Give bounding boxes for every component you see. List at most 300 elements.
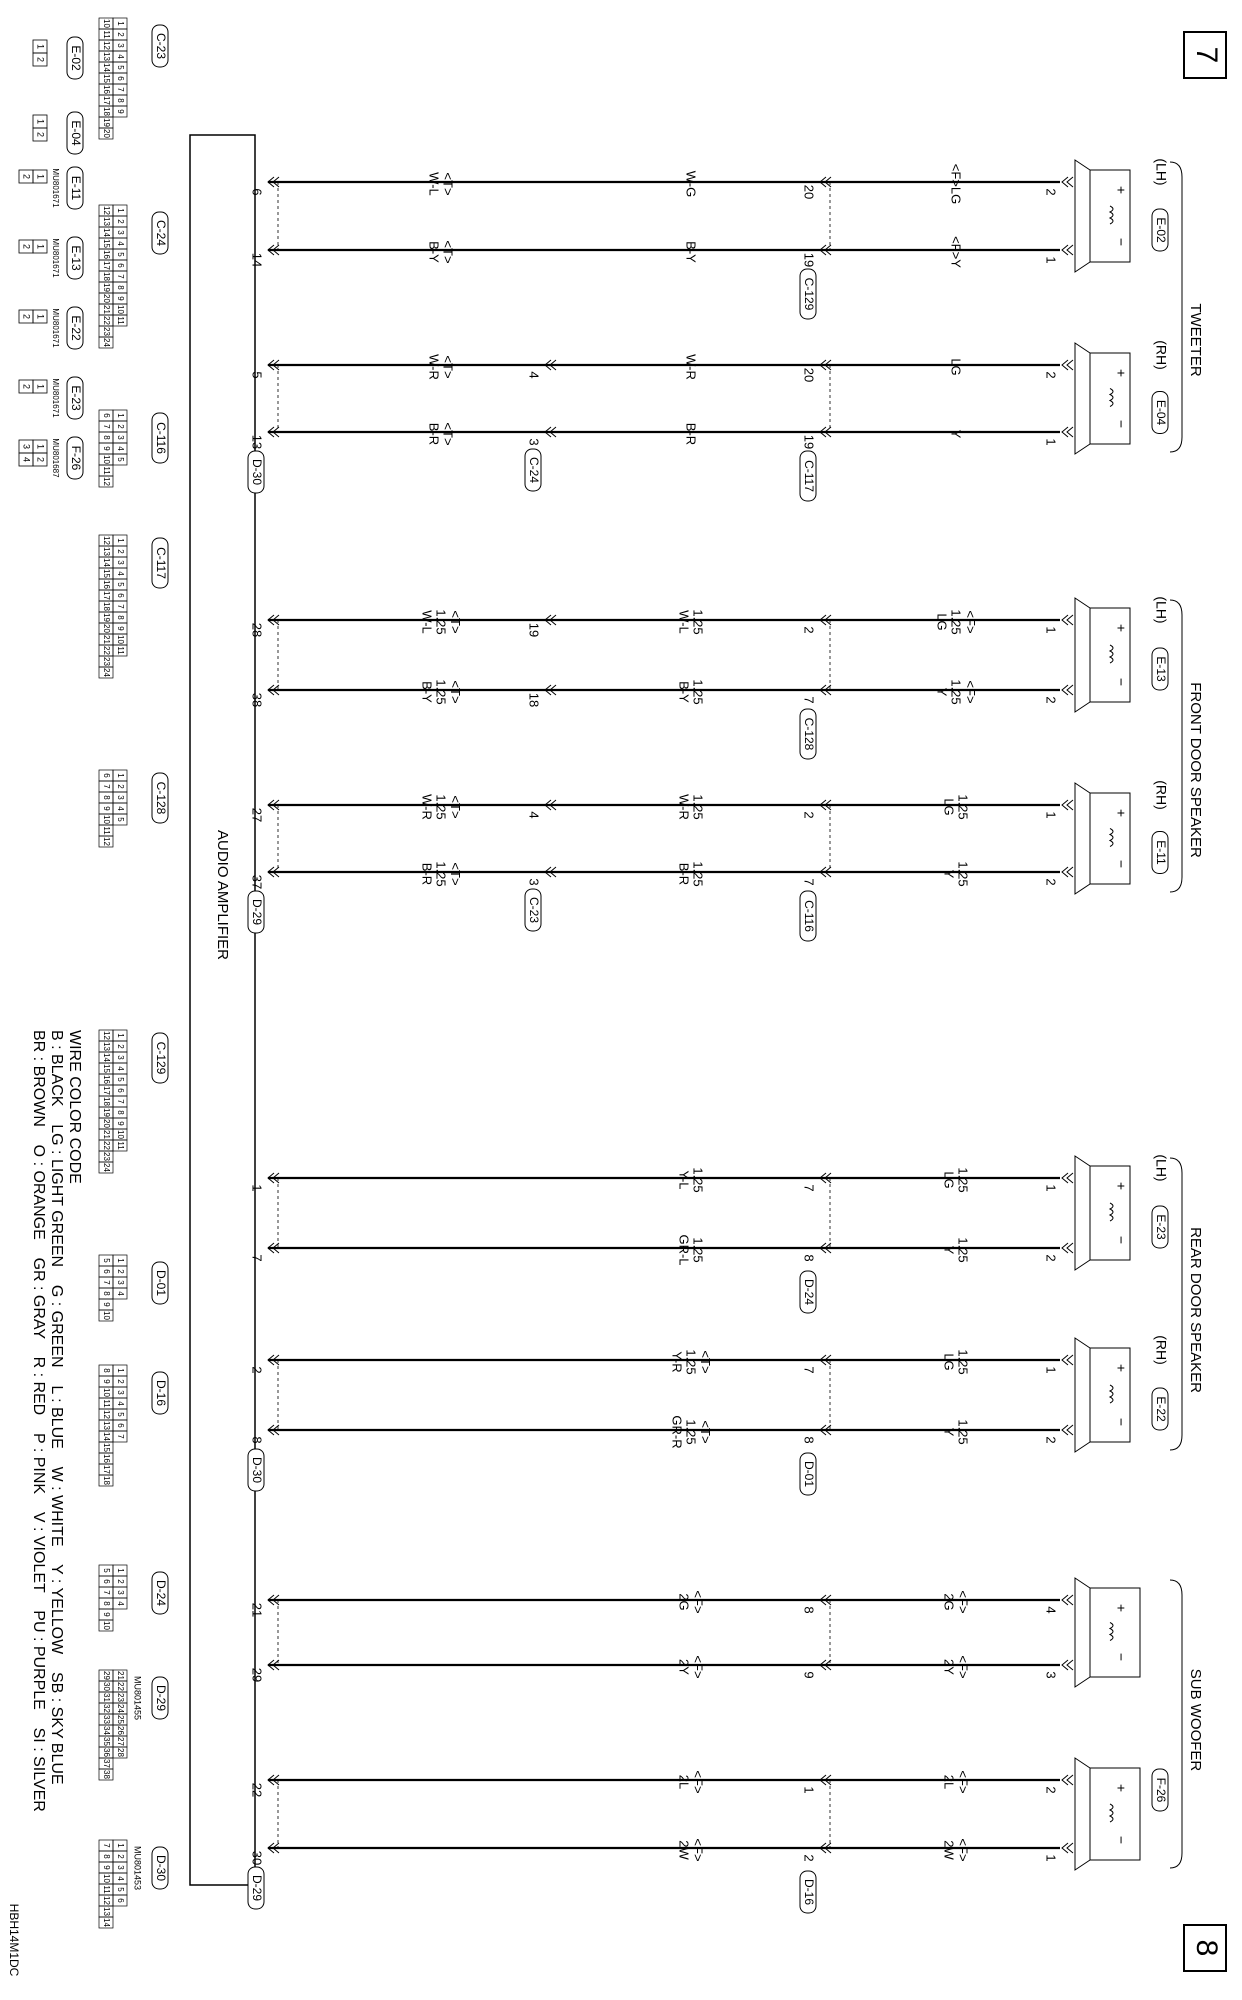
cell-number [102,1064,111,1073]
plus-sign [1113,1182,1129,1190]
inline-wire-color-line: 1.25 [690,679,706,705]
cell-number-line: 18 [101,272,111,281]
cell-number-line: 13 [101,217,111,226]
cell-number-line: 12 [101,837,111,846]
cell-number-line: 27 [115,1737,125,1746]
speaker-pin-line: 2 [1043,371,1059,379]
speaker-side-line: (RH) [1153,1335,1170,1365]
wire-color-line: 2W [941,1840,957,1860]
cell-number [116,1077,125,1082]
section-2 [248,1154,1204,1495]
inline-wire-color-line: 1.25 [690,1167,706,1193]
cell-number [116,1110,125,1115]
cell-number-line: 6 [101,1269,111,1274]
wire-color-line: <F>LG [948,163,964,205]
cell-number-line: 7 [101,1843,111,1848]
connector-part [133,1846,143,1890]
wire-color-line: LG [941,798,957,816]
page-number-top [1184,32,1226,78]
cell-number [102,1163,111,1172]
wire-color-line: Y [941,1245,957,1255]
minus-sign-line: − [1113,419,1130,429]
cell-number-line: 3 [21,443,32,450]
cell-number [102,1682,111,1691]
connector-chart-label-text [154,547,168,579]
wire-color-line: 2G [941,1593,957,1611]
cell-number-line: 11 [115,646,125,655]
cell-number-line: 38 [101,1770,111,1779]
amp-pin [250,875,265,889]
inline-wire-color [676,794,705,820]
inline-pin [802,253,817,267]
connector-chart-label-text [154,1855,168,1881]
wire-color [949,164,964,204]
section-title [1187,682,1204,858]
inline-wire-color-line: W-R [683,354,699,380]
minus-sign [1113,1418,1129,1426]
section-title [1187,303,1204,376]
cell-number [36,444,46,449]
speaker-body [1090,170,1130,262]
cell-number [102,635,111,644]
inline-wire-color-line: GR-R [669,1415,685,1449]
cell-number [102,1770,111,1779]
cell-number [102,1097,111,1106]
cell-number [116,76,125,81]
speaker-symbol [1075,343,1130,454]
cell-number [102,316,111,325]
cell-number [102,96,111,105]
cell-number-line: 18 [101,107,111,116]
cell-number [102,424,111,429]
cell-number [116,1066,125,1071]
speaker-connector-text-line: E-23 [1153,1214,1168,1240]
speaker-body [1090,1348,1130,1442]
cell-number [102,338,111,347]
cell-number-line: 11 [115,1141,125,1150]
speaker-pin-line: 1 [1043,1366,1059,1374]
cell-number-line: 8 [115,98,125,103]
cell-number-line: 24 [101,1163,111,1172]
cell-number [22,384,32,389]
minus-sign [1113,238,1129,246]
cell-number-line: 1 [115,538,125,543]
amp-pin [250,1254,265,1261]
section-bracket [1170,1158,1182,1450]
wire-color-line: 1.25 [948,609,964,635]
cell-number [102,435,111,440]
speaker-body [1090,608,1130,702]
speaker-pin [1044,696,1059,703]
connector-diagram-d-24 [99,1565,168,1631]
cell-number [102,1704,111,1713]
amp-pin [250,1851,265,1865]
speaker-sections [248,158,1204,1913]
wire-color [934,609,978,634]
section-bracket [1170,162,1182,452]
wire-color [941,1237,970,1262]
speaker-cone [1075,1338,1090,1452]
wire [250,1234,1073,1313]
cell-number-line: 20 [101,294,111,303]
cell-number [22,314,32,319]
amp-pin [250,188,265,195]
amp-pin-line: 28 [249,622,265,638]
cell-number [116,1121,125,1126]
wire-color [941,794,970,819]
wire [250,794,1073,822]
connector-part-line: MU801671 [50,378,60,418]
cell-number [116,241,125,246]
amp-wire-color [419,861,463,886]
amp-wire-color-line: <T> [447,862,463,886]
cell-number [102,1568,111,1573]
cell-number-line: 1 [35,118,46,125]
cell-number [116,1141,125,1150]
inline-wire-color-line: 2W [676,1840,692,1860]
drawing-id: HBH14M1DC [7,1903,21,1977]
connector-chart-label-text [69,446,83,471]
connector-chart-label-text [154,782,168,815]
cell-number-line: 4 [115,1401,125,1406]
cell-number-line: 37 [101,1759,111,1768]
speaker-pin-line: 1 [1043,1184,1059,1192]
minus-sign [1113,1653,1129,1661]
cell-number [116,87,125,92]
wire-color-line: LG [934,613,950,631]
speaker-connector-text [1154,1214,1168,1240]
mid-pin [527,811,542,818]
speaker-coil [1110,1203,1113,1221]
cell-number-line: 23 [101,327,111,336]
mid-pin-line: 18 [526,692,542,708]
connector-diagram-c-129 [99,1030,168,1173]
cell-number-line: 29 [101,1671,111,1680]
cell-number [116,1568,125,1573]
cell-number [102,1907,111,1916]
inline-connector-text [802,278,816,311]
inline-wire-color-line: 1.25 [683,1349,699,1375]
wire-color [941,1419,970,1444]
cell-number-line: 18 [101,1097,111,1106]
amp-pin-line: 7 [249,1254,265,1262]
cell-number-line: 9 [101,1612,111,1617]
speaker-pin-line: 2 [1043,878,1059,886]
connector-chart-label-text [154,1685,168,1711]
inline-connector-text-line: C-117 [801,460,816,492]
connector-diagram-e-23 [19,377,83,419]
inline-pin [802,1854,817,1861]
connector-chart-label-text-line: D-01 [153,1269,168,1297]
connector-part [51,308,60,348]
cell-number-line: 13 [101,1421,111,1430]
amp-pin-line: 30 [249,1850,265,1866]
cell-number-line: 4 [115,806,125,811]
inline-wire-color [676,1234,705,1265]
wire-color [941,1167,970,1192]
connector-part-line: MU801687 [50,438,60,478]
inline-wire-color-line: 2L [676,1774,692,1790]
cell-number-line: 9 [101,1379,111,1384]
cell-number-line: 2 [21,173,32,180]
connector-chart-label-text-line: E-04 [68,120,83,146]
speaker-cone [1075,1156,1090,1270]
cell-number [102,63,111,72]
connector-diagram-c-23 [99,18,168,139]
cell-number [116,208,125,213]
plus-sign-line: + [1113,368,1130,378]
cell-number-line: 34 [101,1726,111,1735]
cell-number [116,305,125,314]
cell-number-line: 17 [101,96,111,105]
wire-color-line: Y [941,869,957,879]
cell-number-line: 10 [115,635,125,644]
cell-number [116,296,125,301]
cell-number [102,1379,111,1384]
cell-number [102,1454,111,1463]
cell-number [102,283,111,292]
cell-number-line: 14 [101,1432,111,1441]
cell-number-line: 12 [101,1410,111,1419]
cell-number-line: 13 [101,1042,111,1051]
cell-number [102,1432,111,1441]
wire-color [941,1770,970,1793]
cell-number [102,1086,111,1095]
cell-number [116,65,125,70]
cell-number [116,1671,125,1680]
amp-pin [250,435,265,449]
inline-pin-line: 19 [801,252,817,268]
inline-connector-text-line: C-129 [801,277,816,311]
cell-number [116,1390,125,1395]
wire [248,1838,1073,1913]
cell-number [102,1141,111,1150]
cell-number-line: 1 [115,208,125,213]
wire [250,1167,1073,1192]
wire-color-line: LG [941,1171,957,1189]
cell-number-line: 20 [101,624,111,633]
cell-number [102,591,111,600]
amp-wire-color-line: 1.25 [433,794,449,820]
connector-chart-label-text [154,1270,168,1296]
speaker-side [1153,1154,1169,1181]
section-1 [248,596,1204,941]
cell-number [116,1033,125,1038]
amp-pin [250,1366,265,1373]
speaker-coil [1110,1385,1113,1403]
cell-number-line: 1 [115,1368,125,1373]
connector-chevron [1062,1660,1073,1670]
wire-color [934,679,978,704]
cell-number [102,1612,111,1617]
speaker-pin [1044,626,1059,633]
amp-pin [250,371,265,378]
cell-number [116,54,125,59]
cell-number-line: 8 [101,1854,111,1859]
connector-diagram-e-22 [19,307,83,349]
cell-number-line: 3 [115,435,125,440]
cell-number-line: 3 [115,795,125,800]
mid-pin-line: 3 [526,438,542,446]
plus-sign-line: + [1113,1181,1130,1191]
cell-number [102,1476,111,1485]
cell-number [102,668,111,677]
speaker-cone [1075,598,1090,712]
cell-number [116,263,125,268]
inline-wire-color [676,679,705,704]
inline-wire-color-line: <F> [690,1838,706,1862]
cell-number-line: 11 [101,30,111,39]
cell-number [116,1748,125,1757]
cell-number [116,1693,125,1702]
section-title [1187,1227,1204,1393]
amp-wire-color-line: <T> [440,240,456,264]
connector-part [133,1676,143,1720]
wire-color-line: <F> [955,1655,971,1679]
cell-number [102,1311,111,1320]
amp-wire-color-line: B-Y [419,681,435,703]
wire-color-line: 1.25 [955,794,971,820]
cell-number [102,1410,111,1419]
cell-number [102,826,111,835]
cell-number-line: 9 [101,1302,111,1307]
cell-number [102,1108,111,1117]
amp-pin-line: 21 [249,1602,265,1618]
cell-number [102,547,111,556]
cell-number-line: 10 [101,1621,111,1630]
plus-sign [1113,624,1129,632]
cell-number-line: 1 [35,383,46,390]
cell-number [116,1737,125,1746]
speaker-pin-line: 2 [1043,1786,1059,1794]
cell-number [116,571,125,576]
wire-color-line: <F> [962,680,978,704]
cell-number [116,626,125,631]
amp-pin-line: 5 [249,371,265,379]
speaker-side-line: (LH) [1153,1154,1170,1182]
inline-pin-line: 7 [801,1366,817,1374]
connector-chart-label-text-line: C-129 [153,1041,168,1075]
cell-number-line: 20 [101,129,111,138]
connector-chevron [1062,615,1073,625]
cell-number-line: 2 [115,784,125,789]
wire [250,1349,1073,1374]
cell-number [102,1590,111,1595]
amp-wire-color-line: 1.25 [433,609,449,635]
wire [250,164,1073,204]
cell-number-line: 5 [101,1568,111,1573]
connector-chevron [1062,177,1073,187]
amp-wire-color-line: 1.25 [433,679,449,705]
speaker-pin-line: 2 [1043,1254,1059,1262]
cell-number-line: 2 [115,219,125,224]
connector-chart-label-text-line: F-26 [68,445,83,471]
mid-pin-line: 4 [526,371,542,379]
connector-chevron [1062,1595,1073,1605]
connector-chart-label-text [69,45,83,71]
cell-number-line: 25 [115,1715,125,1724]
plus-sign [1113,809,1129,817]
connector-chart-label-text-line: E-02 [68,45,83,71]
cell-number-line: 2 [35,456,46,463]
cell-number [102,294,111,303]
connector-chevron [1062,1775,1073,1785]
cell-number [102,815,111,824]
inline-connector-text-line: D-24 [801,1278,816,1306]
inline-wire-color-line: 1.25 [690,794,706,820]
inline-wire-color-line: W-R [676,794,692,820]
cell-number-line: 12 [101,41,111,50]
inline-pin [802,435,817,449]
speaker-coil [1110,1623,1113,1641]
inline-wire-color-line: 1.25 [690,1237,706,1263]
cell-number-line: 6 [101,1579,111,1584]
cell-number [116,1865,125,1870]
cell-number [102,1119,111,1128]
inline-wire-color-line: <F> [690,1655,706,1679]
cell-number-line: 8 [101,795,111,800]
wire [248,1415,1073,1495]
wire-color-line: LG [941,1353,957,1371]
cell-number-line: 16 [101,1454,111,1463]
cell-number-line: 12 [101,536,111,545]
cell-number [102,85,111,94]
cell-number [116,1726,125,1735]
wire-color-line: Y [948,429,964,439]
speaker-connector-text [1154,840,1168,865]
speaker-body [1090,353,1130,444]
connector-diagram-c-24 [99,205,168,348]
wire [250,609,1073,637]
cell-number-line: 10 [115,305,125,314]
cell-number-line: 16 [101,250,111,259]
amp-pin [250,1436,265,1443]
amp-pin [250,253,265,267]
wire-color-line: 2Y [941,1659,957,1675]
inline-pin-line: 7 [801,878,817,886]
connector-chart-label-text [154,1042,168,1075]
speaker-connector-text [1154,1396,1168,1422]
cell-number [116,593,125,598]
cell-number-line: 4 [115,1066,125,1071]
cell-number-line: 1 [115,1033,125,1038]
cell-number-line: 1 [115,773,125,778]
speaker-cone [1075,343,1090,454]
page-number-top-text: 7 [1190,46,1224,64]
inline-wire-color-line: W-L [676,610,692,634]
amp-wire-color-line: 1.25 [433,861,449,887]
cell-number-line: 14 [101,558,111,567]
cell-number [116,1055,125,1060]
cell-number [102,217,111,226]
connector-part-line: MU801455 [132,1675,143,1721]
mid-connector-text-line: C-24 [526,456,541,484]
amp-pin [250,1184,265,1191]
speaker-pin [1044,188,1059,195]
cell-number-line: 10 [101,1388,111,1397]
cell-number [102,1258,111,1263]
cell-number [36,44,46,49]
section-bracket [1170,600,1182,892]
cell-number-line: 19 [101,283,111,292]
cell-number-line: 1 [35,443,46,450]
cell-number [102,455,111,464]
inline-pin-line: 20 [801,184,817,200]
cell-number-line: 1 [115,21,125,26]
plus-sign-line: + [1113,1783,1130,1793]
speaker-body [1090,1166,1130,1260]
amp-pin [250,693,265,707]
